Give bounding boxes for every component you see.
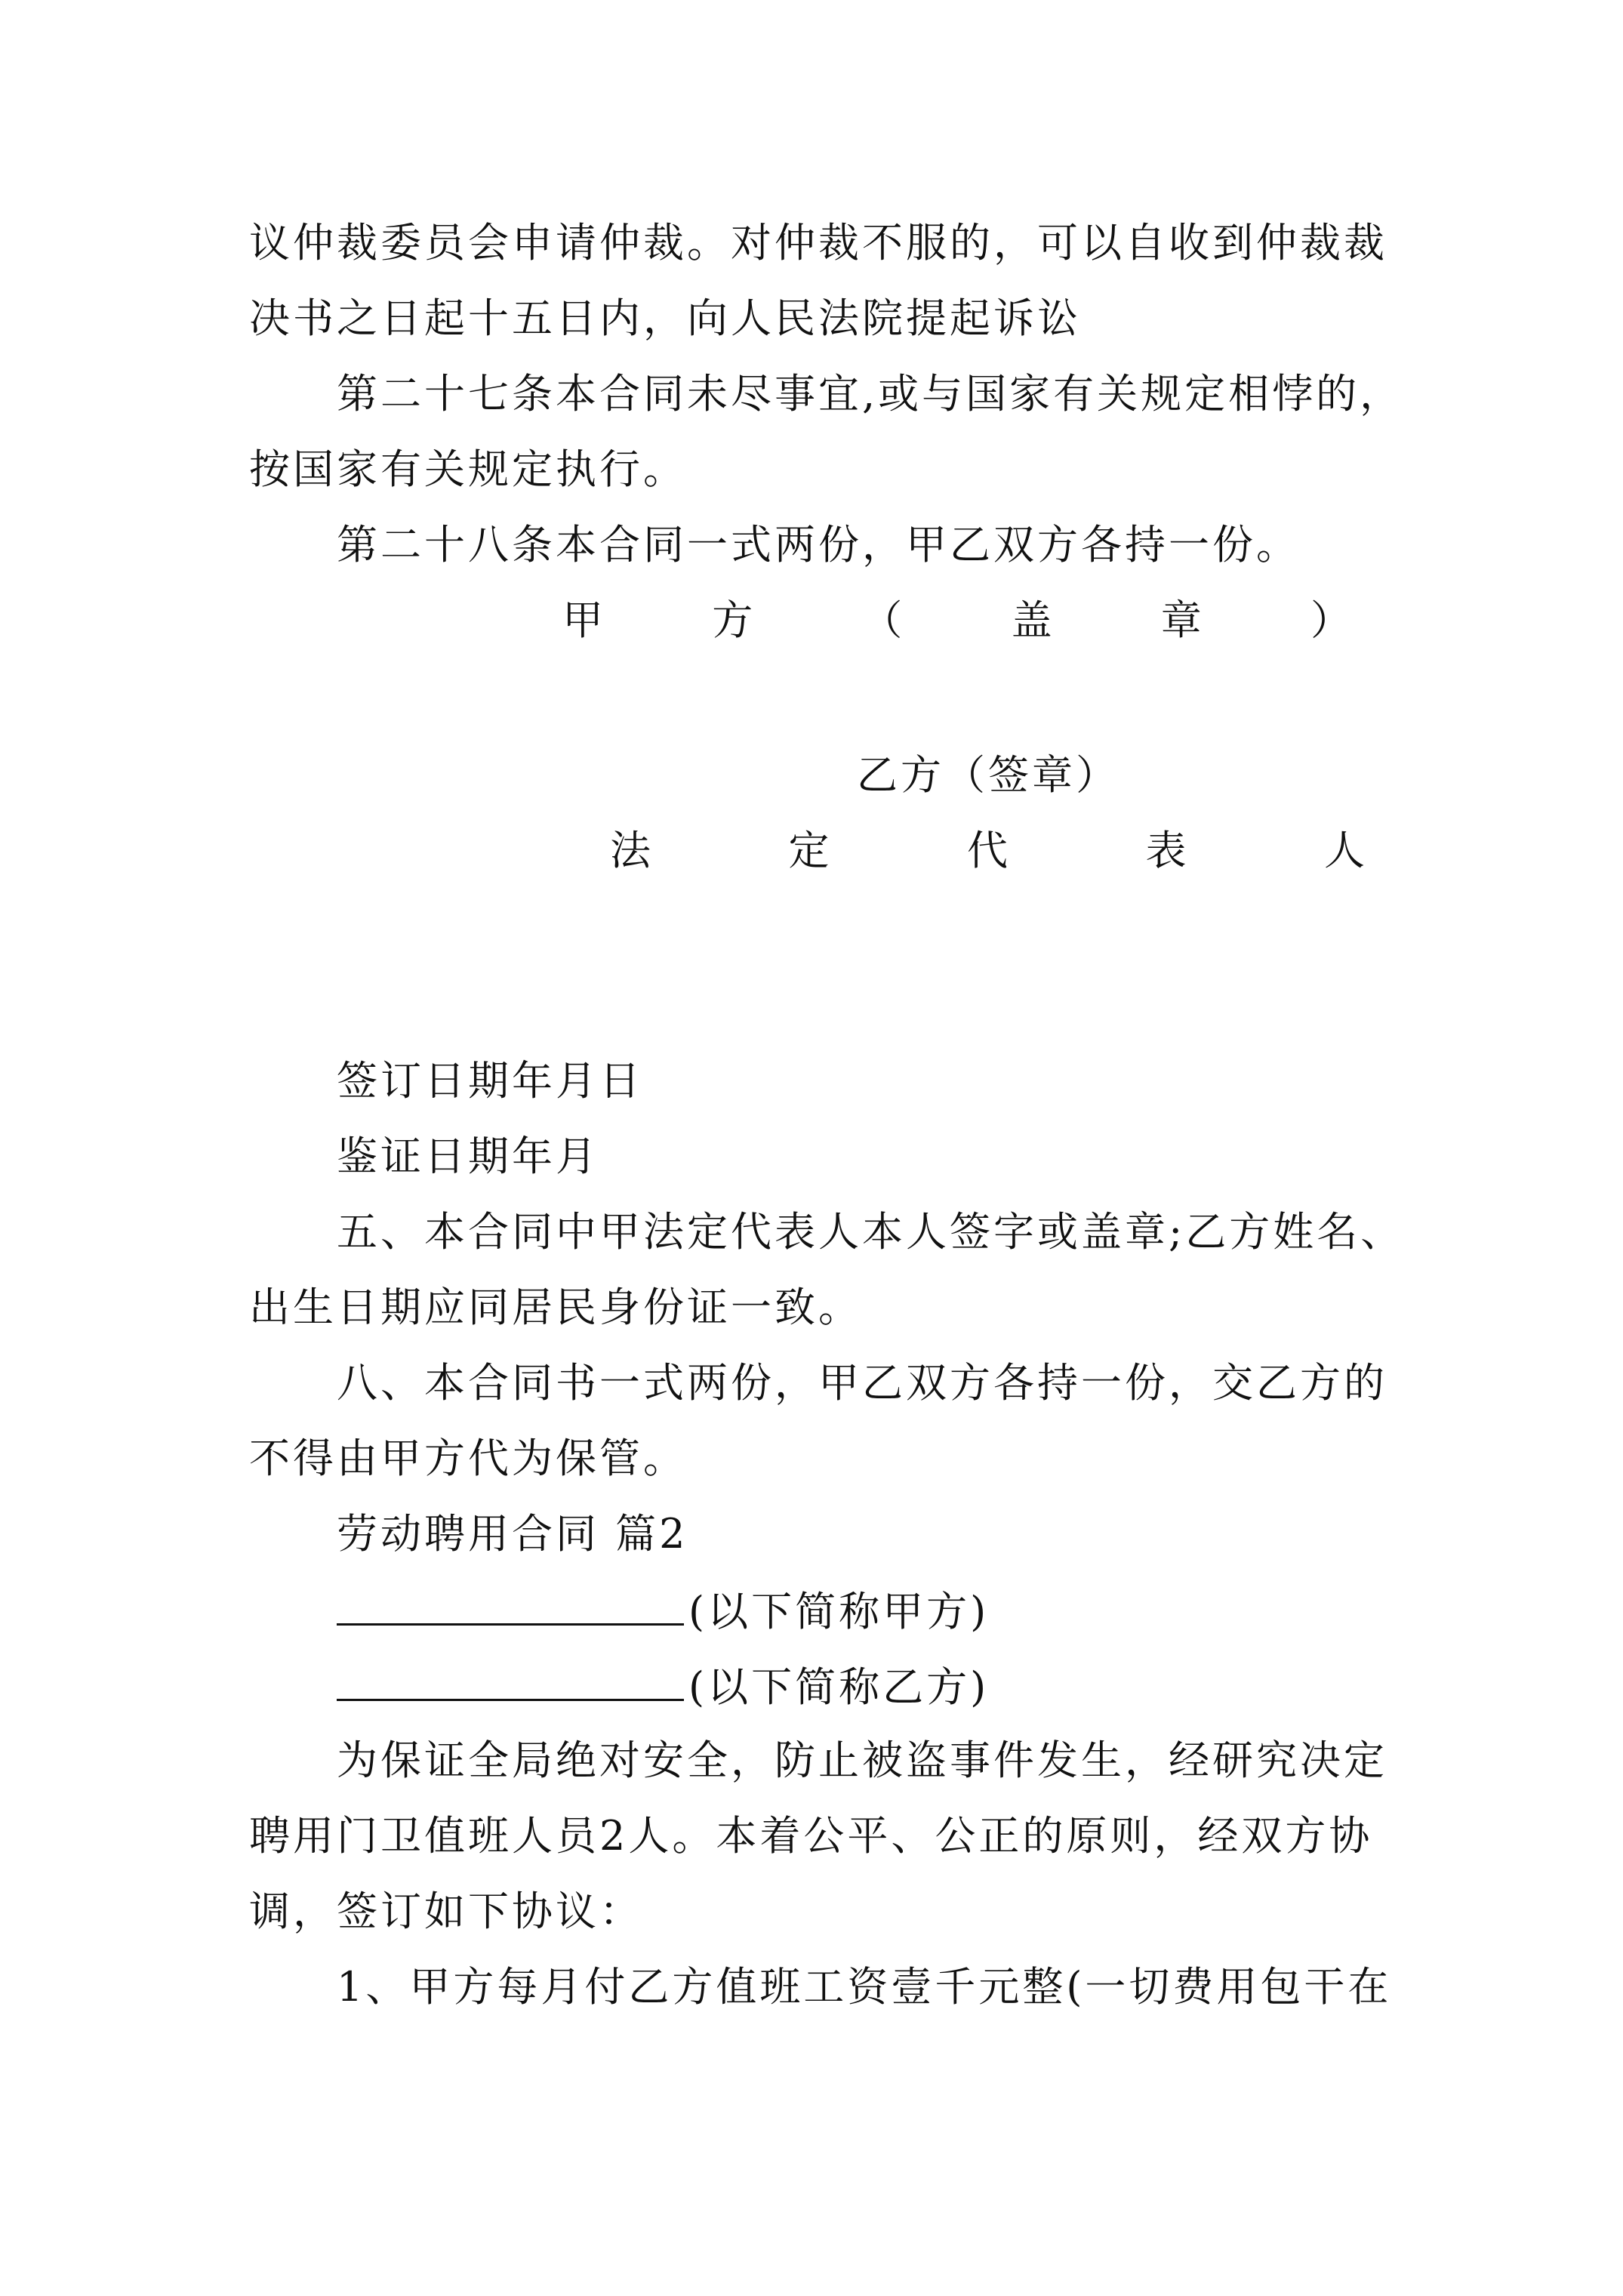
rep-char: 定: [788, 827, 830, 874]
party-a-blank-line: [337, 1586, 989, 1636]
fill-in-blank: [337, 1586, 684, 1626]
party-b-label: (以下简称乙方): [688, 1663, 990, 1711]
text-line: 不得由甲方代为保管。: [249, 1435, 687, 1482]
stamp-char: ）: [1310, 596, 1351, 644]
party-b-signature: 乙方（签章）: [857, 751, 1119, 799]
item-1: 1、甲方每月付乙方值班工资壹千元整(一切费用包干在: [337, 1963, 1392, 2011]
fill-in-blank: [337, 1661, 684, 1701]
rep-char: 人: [1324, 827, 1365, 874]
party-b-blank-line: [337, 1661, 989, 1712]
rep-char: 法: [610, 827, 651, 874]
text-line: 调，签订如下协议：: [249, 1888, 643, 1935]
signing-date: 签订日期年月日: [337, 1057, 643, 1105]
stamp-char: 甲: [562, 596, 603, 644]
item-8: 八、本合同书一式两份，甲乙双方各持一份，交乙方的: [337, 1359, 1387, 1407]
stamp-char: 方: [712, 596, 753, 644]
item-5: 五、本合同中甲法定代表人本人签字或盖章;乙方姓名、: [337, 1208, 1405, 1256]
rep-char: 表: [1145, 827, 1187, 874]
text-line: 聘用门卫值班人员2人。本着公平、公正的原则，经双方协: [249, 1812, 1373, 1860]
stamp-char: 章: [1160, 596, 1202, 644]
attestation-date: 鉴证日期年月: [337, 1133, 599, 1180]
text-line: 为保证全局绝对安全，防止被盗事件发生，经研究决定: [337, 1737, 1387, 1784]
text-line: 按国家有关规定执行。: [249, 445, 687, 493]
party-a-stamp-line: [562, 596, 1351, 645]
text-line: 议仲裁委员会申请仲裁。对仲裁不服的，可以自收到仲裁裁: [249, 219, 1387, 267]
party-a-label: (以下简称甲方): [688, 1588, 990, 1635]
stamp-char: （: [861, 596, 903, 644]
clause-28: 第二十八条本合同一式两份，甲乙双方各持一份。: [337, 521, 1300, 569]
clause-27: 第二十七条本合同未尽事宜,或与国家有关规定相悖的，: [337, 370, 1404, 418]
section-heading: 劳动聘用合同 篇2: [337, 1510, 688, 1558]
stamp-char: 盖: [1011, 596, 1052, 644]
text-line: 出生日期应同居民身份证一致。: [249, 1284, 862, 1331]
rep-char: 代: [967, 827, 1008, 874]
text-line: 决书之日起十五日内，向人民法院提起诉讼: [249, 294, 1081, 342]
legal-representative-line: [610, 827, 1365, 875]
